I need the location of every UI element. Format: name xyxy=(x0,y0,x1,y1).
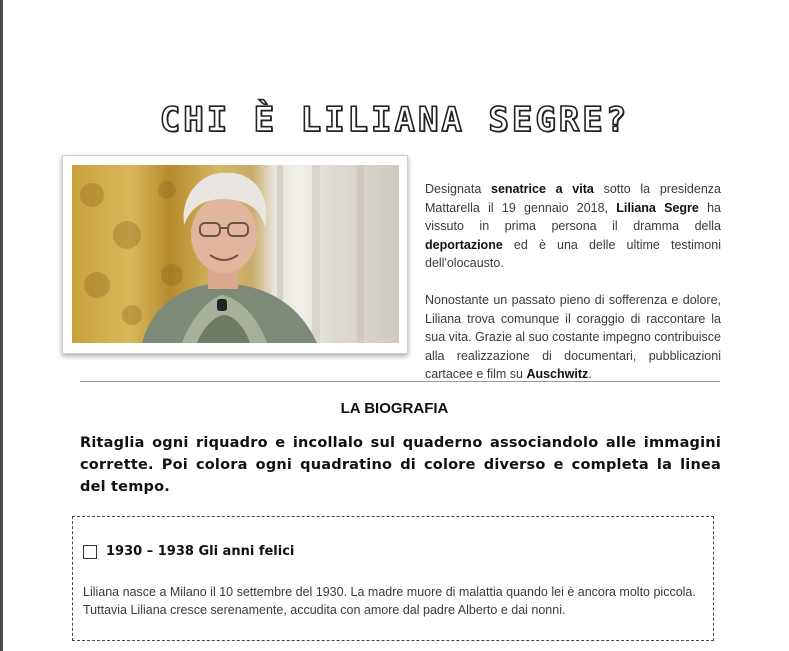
card-title: 1930 – 1938 Gli anni felici xyxy=(106,544,295,559)
section-heading: LA BIOGRAFIA xyxy=(340,400,449,417)
intro-text-segment: sotto la presidenza Mattarella il 19 gennaio 2018, xyxy=(425,182,721,215)
intro-text-segment: ed è una delle ultime testimoni dell'olocausto. xyxy=(425,237,721,271)
intro-text-segment: . xyxy=(588,367,592,382)
highlight-deportazione: deportazione xyxy=(425,237,503,252)
page-edge-line xyxy=(0,0,3,651)
intro-text-segment: ha vissuto in prima persona il dramma della xyxy=(425,200,721,234)
intro-text-segment: Nonostante un passato pieno di sofferenza e dolore, Liliana trova comunque il coraggio di raccontare la sua vita. Grazie al suo costante impegno contribuisce alla realizzazione di documentari, pubblicazioni cartacee e film su xyxy=(425,292,721,382)
instruction-text: Ritaglia ogni riquadro e incollalo sul quaderno associandolo alle immagini corrette. Poi colora ogni quadratino di colore diverso e completa la linea del tempo. xyxy=(80,435,721,495)
highlight-auschwitz: Auschwitz xyxy=(526,367,589,382)
intro-paragraph-1 xyxy=(425,180,721,273)
intro-text-segment: Designata xyxy=(425,182,492,196)
highlight-name: Liliana Segre xyxy=(616,200,699,215)
checkbox-square[interactable] xyxy=(83,545,97,559)
portrait-photo-frame xyxy=(62,155,408,354)
portrait-illustration xyxy=(72,165,399,343)
biography-card xyxy=(72,516,714,641)
page-title: CHI È LILIANA SEGRE? xyxy=(159,100,630,140)
section-divider xyxy=(80,381,720,382)
intro-paragraph-2 xyxy=(425,291,721,384)
highlight-senatrice: senatrice a vita xyxy=(491,182,594,196)
card-header xyxy=(83,544,294,559)
intro-text xyxy=(425,180,721,402)
portrait-photo xyxy=(72,165,399,343)
card-body: Liliana nasce a Milano il 10 settembre del 1930. La madre muore di malattia quando lei è ancora molto piccola. Tuttavia Liliana cresce serenamente, accudita con amore dal padre Alberto e dai nonni. xyxy=(83,585,696,617)
